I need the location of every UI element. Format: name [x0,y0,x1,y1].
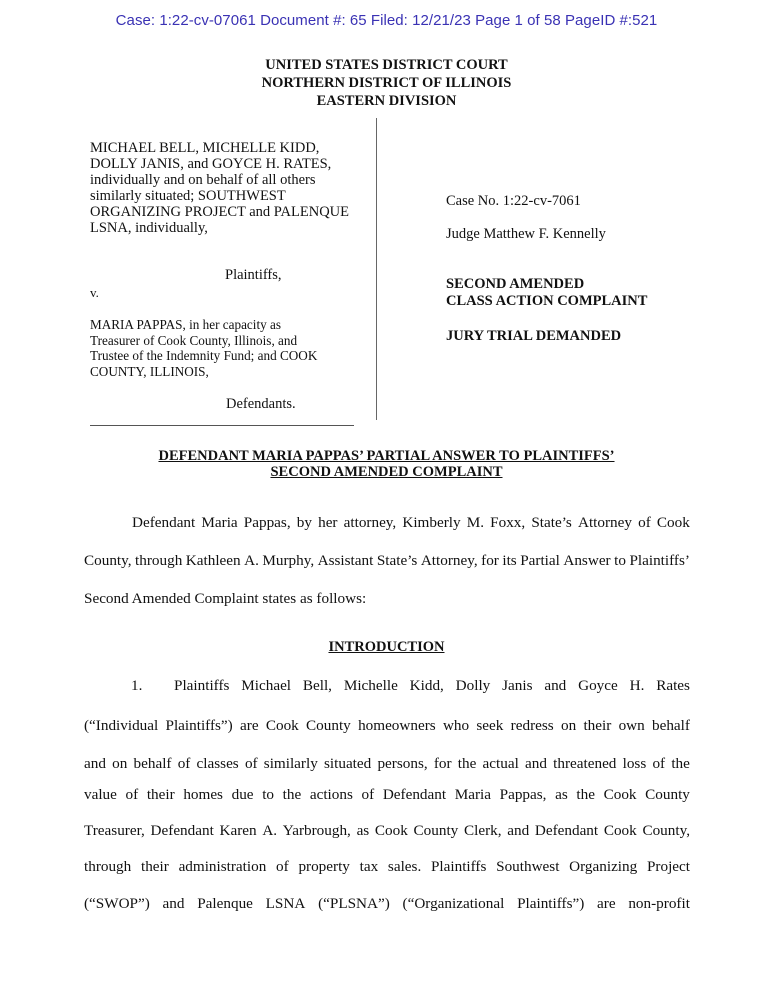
paragraph-line [84,717,690,735]
word: of [244,755,258,772]
word: Foxx, [490,514,526,531]
word: are [597,895,616,912]
document-title-line: SECOND AMENDED COMPLAINT [270,464,503,480]
word: behalf [652,717,690,734]
jury-demand: JURY TRIAL DEMANDED [446,328,622,344]
word: Plaintiffs”) [517,895,585,912]
defendants-block [90,317,370,379]
word: Cook [603,822,637,839]
word: Assistant [317,552,374,569]
word: and [84,755,106,772]
word: as [555,786,568,803]
word: homes [183,786,223,803]
word: of [361,786,375,803]
word: value [84,786,117,803]
court-district: NORTHERN DISTRICT OF ILLINOIS [261,75,512,91]
word: Project [646,858,690,875]
document-type [446,276,647,310]
word: Southwest [496,858,560,875]
word: by [296,514,312,531]
word: due [231,786,254,803]
caption-divider [90,425,354,426]
word: Attorney [577,514,632,531]
word: Cook [374,822,408,839]
word: own [618,717,645,734]
word: seek [476,717,504,734]
versus-label: v. [90,285,99,300]
word: its [502,552,517,569]
word: tax [359,858,379,875]
word: A. [244,552,259,569]
word: actual [482,755,519,772]
intro-paragraph-line [132,514,690,532]
word: (“Organizational [402,895,505,912]
plaintiffs-line: DOLLY JANIS, and GOYCE H. RATES, [90,156,332,172]
word: and [162,895,185,912]
word: Defendant [534,822,599,839]
court-name: UNITED STATES DISTRICT COURT [265,57,508,73]
word: Plaintiffs”) [165,717,233,734]
word: her [318,514,338,531]
word: to [262,786,275,803]
word: and [507,822,530,839]
word: H. [629,677,645,694]
word: the [576,786,595,803]
word: Michael [241,677,292,694]
word: homeowners [358,717,436,734]
paragraph-line [174,677,690,695]
document-title [0,448,773,480]
word: Clerk, [463,822,502,839]
word: the [671,755,690,772]
word: County [306,717,351,734]
word: Kidd, [409,677,444,694]
word: Kimberly [402,514,461,531]
word: Defendant [150,822,214,839]
word: State’s [376,552,418,569]
word: Palenque [197,895,253,912]
word: situated [324,755,372,772]
word: on [112,755,128,772]
defendants-line: Treasurer of Cook County, Illinois, and [90,332,298,348]
defendants-line: MARIA PAPPAS, in her capacity as [90,317,281,332]
word: property [298,858,350,875]
word: Cook [603,786,637,803]
paragraph-line [84,755,690,773]
word: and [525,755,547,772]
document-title-line: DEFENDANT MARIA PAPPAS’ PARTIAL ANSWER TO PLAINTIFFS’ [158,448,615,464]
word: (“Individual [84,717,159,734]
case-number: Case No. 1:22-cv-7061 [446,193,581,209]
word: Answer [563,552,611,569]
paragraph-number: 1. [131,677,143,694]
word: similarly [263,755,318,772]
filing-header-stamp: Case: 1:22-cv-07061 Document #: 65 Filed: 12/21/23 Page 1 of 58 PageID #:521 [115,12,658,29]
word: Plaintiffs’ [629,552,690,569]
word: on [560,717,577,734]
word: for [481,552,499,569]
word: Treasurer, [84,822,145,839]
defendants-label: Defendants. [226,396,296,412]
word: and [544,677,567,694]
word: to [614,552,626,569]
paragraph-line [84,858,690,876]
word: persons, [377,755,428,772]
plaintiffs-line: LSNA, individually, [90,220,208,236]
word: Partial [520,552,560,569]
word: through [135,552,183,569]
word: Yarbrough, [282,822,351,839]
judge-name: Judge Matthew F. Kennelly [446,226,606,242]
word: non-profit [628,895,690,912]
paragraph-line [84,895,690,913]
word: (“PLSNA”) [318,895,390,912]
word: for [433,755,452,772]
plaintiffs-line: MICHAEL BELL, MICHELLE KIDD, [90,140,320,156]
word: Organizing [569,858,638,875]
plaintiffs-line: individually and on behalf of all others [90,172,316,188]
plaintiffs-block [90,140,370,236]
defendants-line: COUNTY, ILLINOIS, [90,363,209,379]
word: Goyce [578,677,618,694]
word: who [442,717,470,734]
word: Kathleen [185,552,241,569]
word: Michelle [343,677,398,694]
word: LSNA [265,895,306,912]
word: are [240,717,259,734]
word: Maria [454,786,491,803]
word: Murphy, [262,552,315,569]
plaintiffs-label: Plaintiffs, [225,267,282,283]
word: actions [309,786,353,803]
defendants-line: Trustee of the Indemnity Fund; and COOK [90,348,318,363]
word: County, [642,822,690,839]
word: loss [622,755,647,772]
court-heading [0,56,773,110]
word: classes [196,755,239,772]
word: Cook [656,514,690,531]
word: County [413,822,459,839]
word: Pappas, [243,514,291,531]
word: Rates [656,677,690,694]
word: of [652,755,666,772]
word: redress [510,717,554,734]
document-type-line: SECOND AMENDED [446,276,585,292]
word: of [638,514,651,531]
word: State’s [531,514,572,531]
word: behalf [133,755,172,772]
word: sales. [387,858,422,875]
word: Defendant [382,786,447,803]
paragraph-line [84,822,690,840]
plaintiffs-line: similarly situated; SOUTHWEST [90,188,286,204]
word: of [177,755,191,772]
word: of [276,858,289,875]
word: Maria [201,514,238,531]
intro-paragraph-line [84,552,690,570]
caption-vertical-divider [376,118,377,420]
word: County [645,786,690,803]
word: County, [84,552,132,569]
word: their [140,858,169,875]
court-division: EASTERN DIVISION [316,93,457,109]
word: the [457,755,477,772]
document-type-line: CLASS ACTION COMPLAINT [446,293,648,309]
word: Dolly [455,677,491,694]
word: M. [466,514,485,531]
word: through [84,858,132,875]
word: administration [178,858,267,875]
word: their [583,717,612,734]
word: Janis [502,677,533,694]
word: Plaintiffs [174,677,230,694]
word: the [282,786,302,803]
word: of [125,786,139,803]
word: Karen [219,822,257,839]
word: Plaintiffs [430,858,487,875]
word: threatened [553,755,617,772]
word: their [146,786,175,803]
plaintiffs-line: ORGANIZING PROJECT and PALENQUE [90,204,349,220]
word: as [356,822,370,839]
word: Defendant [132,514,196,531]
word: Cook [265,717,299,734]
word: A. [262,822,278,839]
paragraph-line [84,786,690,804]
word: (“SWOP”) [84,895,150,912]
section-heading-introduction: INTRODUCTION [328,639,445,655]
word: attorney, [343,514,397,531]
intro-paragraph-line: Second Amended Complaint states as follows: [84,590,367,607]
word: Attorney, [420,552,478,569]
word: Bell, [302,677,332,694]
word: Pappas, [499,786,547,803]
